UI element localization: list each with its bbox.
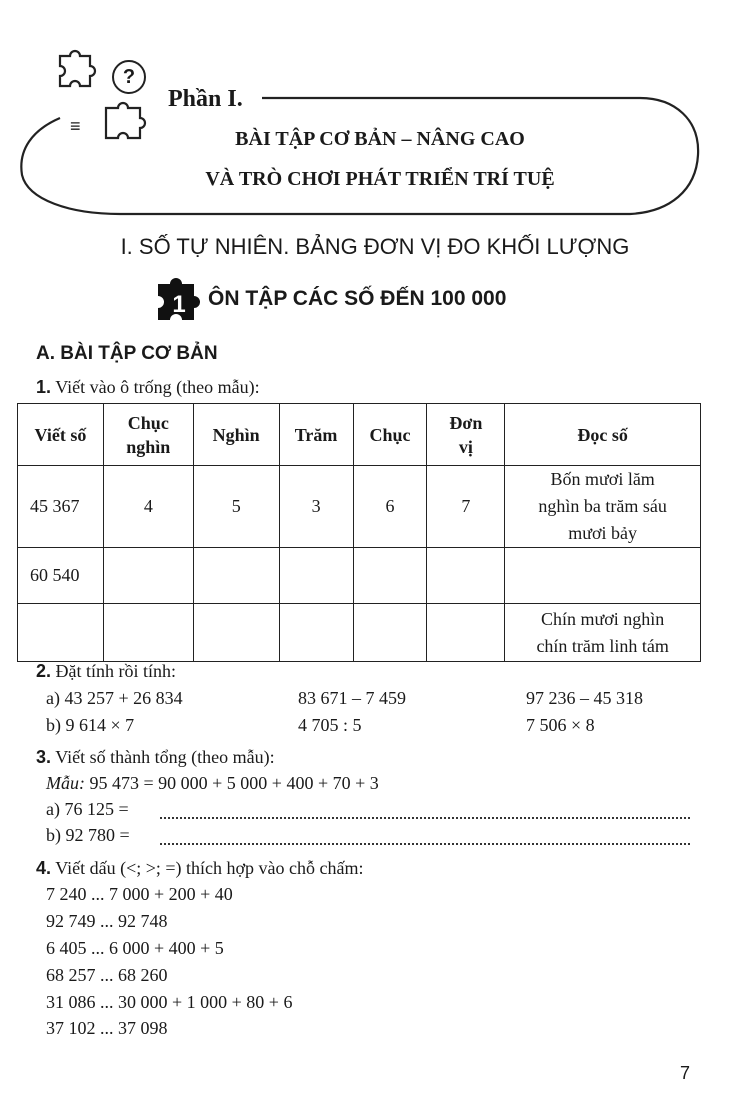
header-chuc: Chục [353,404,427,466]
header-don-vi: Đơn vị [427,404,505,466]
ex2-item-a2: 83 671 – 7 459 [298,688,406,708]
cell-don-vi: 7 [427,466,505,548]
ex2-item-a3: 97 236 – 45 318 [526,688,643,708]
ex4-item: 7 240 ... 7 000 + 200 + 40 [46,884,233,904]
cell-nghin-blank[interactable] [193,548,279,604]
exercise-2-prompt [36,661,176,682]
ex2-item-b2: 4 705 : 5 [298,715,362,735]
ex3-sample [46,773,379,794]
ex4-item: 92 749 ... 92 748 [46,911,168,931]
cell-chuc-nghin-blank[interactable] [103,604,193,662]
place-value-table [17,403,701,662]
exercise-2-number: 2. [36,661,52,681]
cell-nghin-blank[interactable] [193,604,279,662]
exercise-2-text: Đặt tính rồi tính: [55,661,177,681]
part-title: Phần I. [168,86,243,112]
exercise-4-text: Viết dấu (<; >; =) thích hợp vào chỗ chấm: [55,858,364,878]
ex4-item: 6 405 ... 6 000 + 400 + 5 [46,938,224,958]
ex3-item-a: a) 76 125 = [46,799,129,819]
answer-line-b[interactable] [160,829,690,845]
header-doc-so: Đọc số [505,404,701,466]
ex2-item-b1: b) 9 614 × 7 [46,715,135,735]
cell-doc-so: Bốn mươi lăm nghìn ba trăm sáu mươi bảy [505,466,701,548]
cell-chuc: 6 [353,466,427,548]
cell-doc-so-blank[interactable] [505,548,701,604]
cell-viet-so-blank[interactable] [18,604,104,662]
cell-tram: 3 [279,466,353,548]
title-banner-outline [0,0,750,240]
header-nghin: Nghìn [193,404,279,466]
cell-viet-so: 45 367 [18,466,104,548]
header-tram: Trăm [279,404,353,466]
ex4-item: 37 102 ... 37 098 [46,1018,168,1038]
header-chuc-nghin: Chục nghìn [103,404,193,466]
exercise-3-number: 3. [36,747,52,767]
exercise-3-text: Viết số thành tổng (theo mẫu): [55,747,275,767]
header-viet-so: Viết số [18,404,104,466]
cell-tram-blank[interactable] [279,604,353,662]
ex3-item-b: b) 92 780 = [46,825,130,845]
cell-viet-so: 60 540 [18,548,104,604]
cell-don-vi-blank[interactable] [427,604,505,662]
cell-chuc-blank[interactable] [353,548,427,604]
ex4-item: 31 086 ... 30 000 + 1 000 + 80 + 6 [46,992,293,1012]
cell-nghin: 5 [193,466,279,548]
page-number: 7 [680,1063,691,1083]
table-header-row [18,404,701,466]
section-title: I. SỐ TỰ NHIÊN. BẢNG ĐƠN VỊ ĐO KHỐI LƯỢNG [120,234,630,259]
exercise-1-prompt [36,377,260,398]
exercise-4-number: 4. [36,858,52,878]
exercise-1-text: Viết vào ô trống (theo mẫu): [55,377,260,397]
ex3-sample-text: 95 473 = 90 000 + 5 000 + 400 + 70 + 3 [89,773,379,793]
ex2-item-a1: a) 43 257 + 26 834 [46,688,183,708]
lesson-puzzle-icon [148,270,210,330]
table-row [18,466,701,548]
banner-title-line1: BÀI TẬP CƠ BẢN – NÂNG CAO [235,128,525,150]
table-row [18,548,701,604]
ex2-item-b3: 7 506 × 8 [526,715,595,735]
cell-chuc-nghin-blank[interactable] [103,548,193,604]
part-a-heading: A. BÀI TẬP CƠ BẢN [36,343,218,364]
lesson-title: ÔN TẬP CÁC SỐ ĐẾN 100 000 [208,287,507,310]
cell-chuc-blank[interactable] [353,604,427,662]
cell-doc-so: Chín mươi nghìn chín trăm linh tám [505,604,701,662]
ex4-item: 68 257 ... 68 260 [46,965,168,985]
exercise-4-prompt [36,858,364,879]
banner-title-line2: VÀ TRÒ CHƠI PHÁT TRIỂN TRÍ TUỆ [205,168,555,190]
question-mark-icon: ? [112,60,146,94]
table-row [18,604,701,662]
cell-tram-blank[interactable] [279,548,353,604]
equals-icon: ≡ [70,116,81,136]
cell-don-vi-blank[interactable] [427,548,505,604]
answer-line-a[interactable] [160,803,690,819]
lesson-badge [148,270,210,335]
exercise-3-prompt [36,747,275,768]
exercise-1-number: 1. [36,377,52,397]
ex3-sample-label: Mẫu: [46,773,85,793]
cell-chuc-nghin: 4 [103,466,193,548]
lesson-number: 1 [172,291,186,318]
